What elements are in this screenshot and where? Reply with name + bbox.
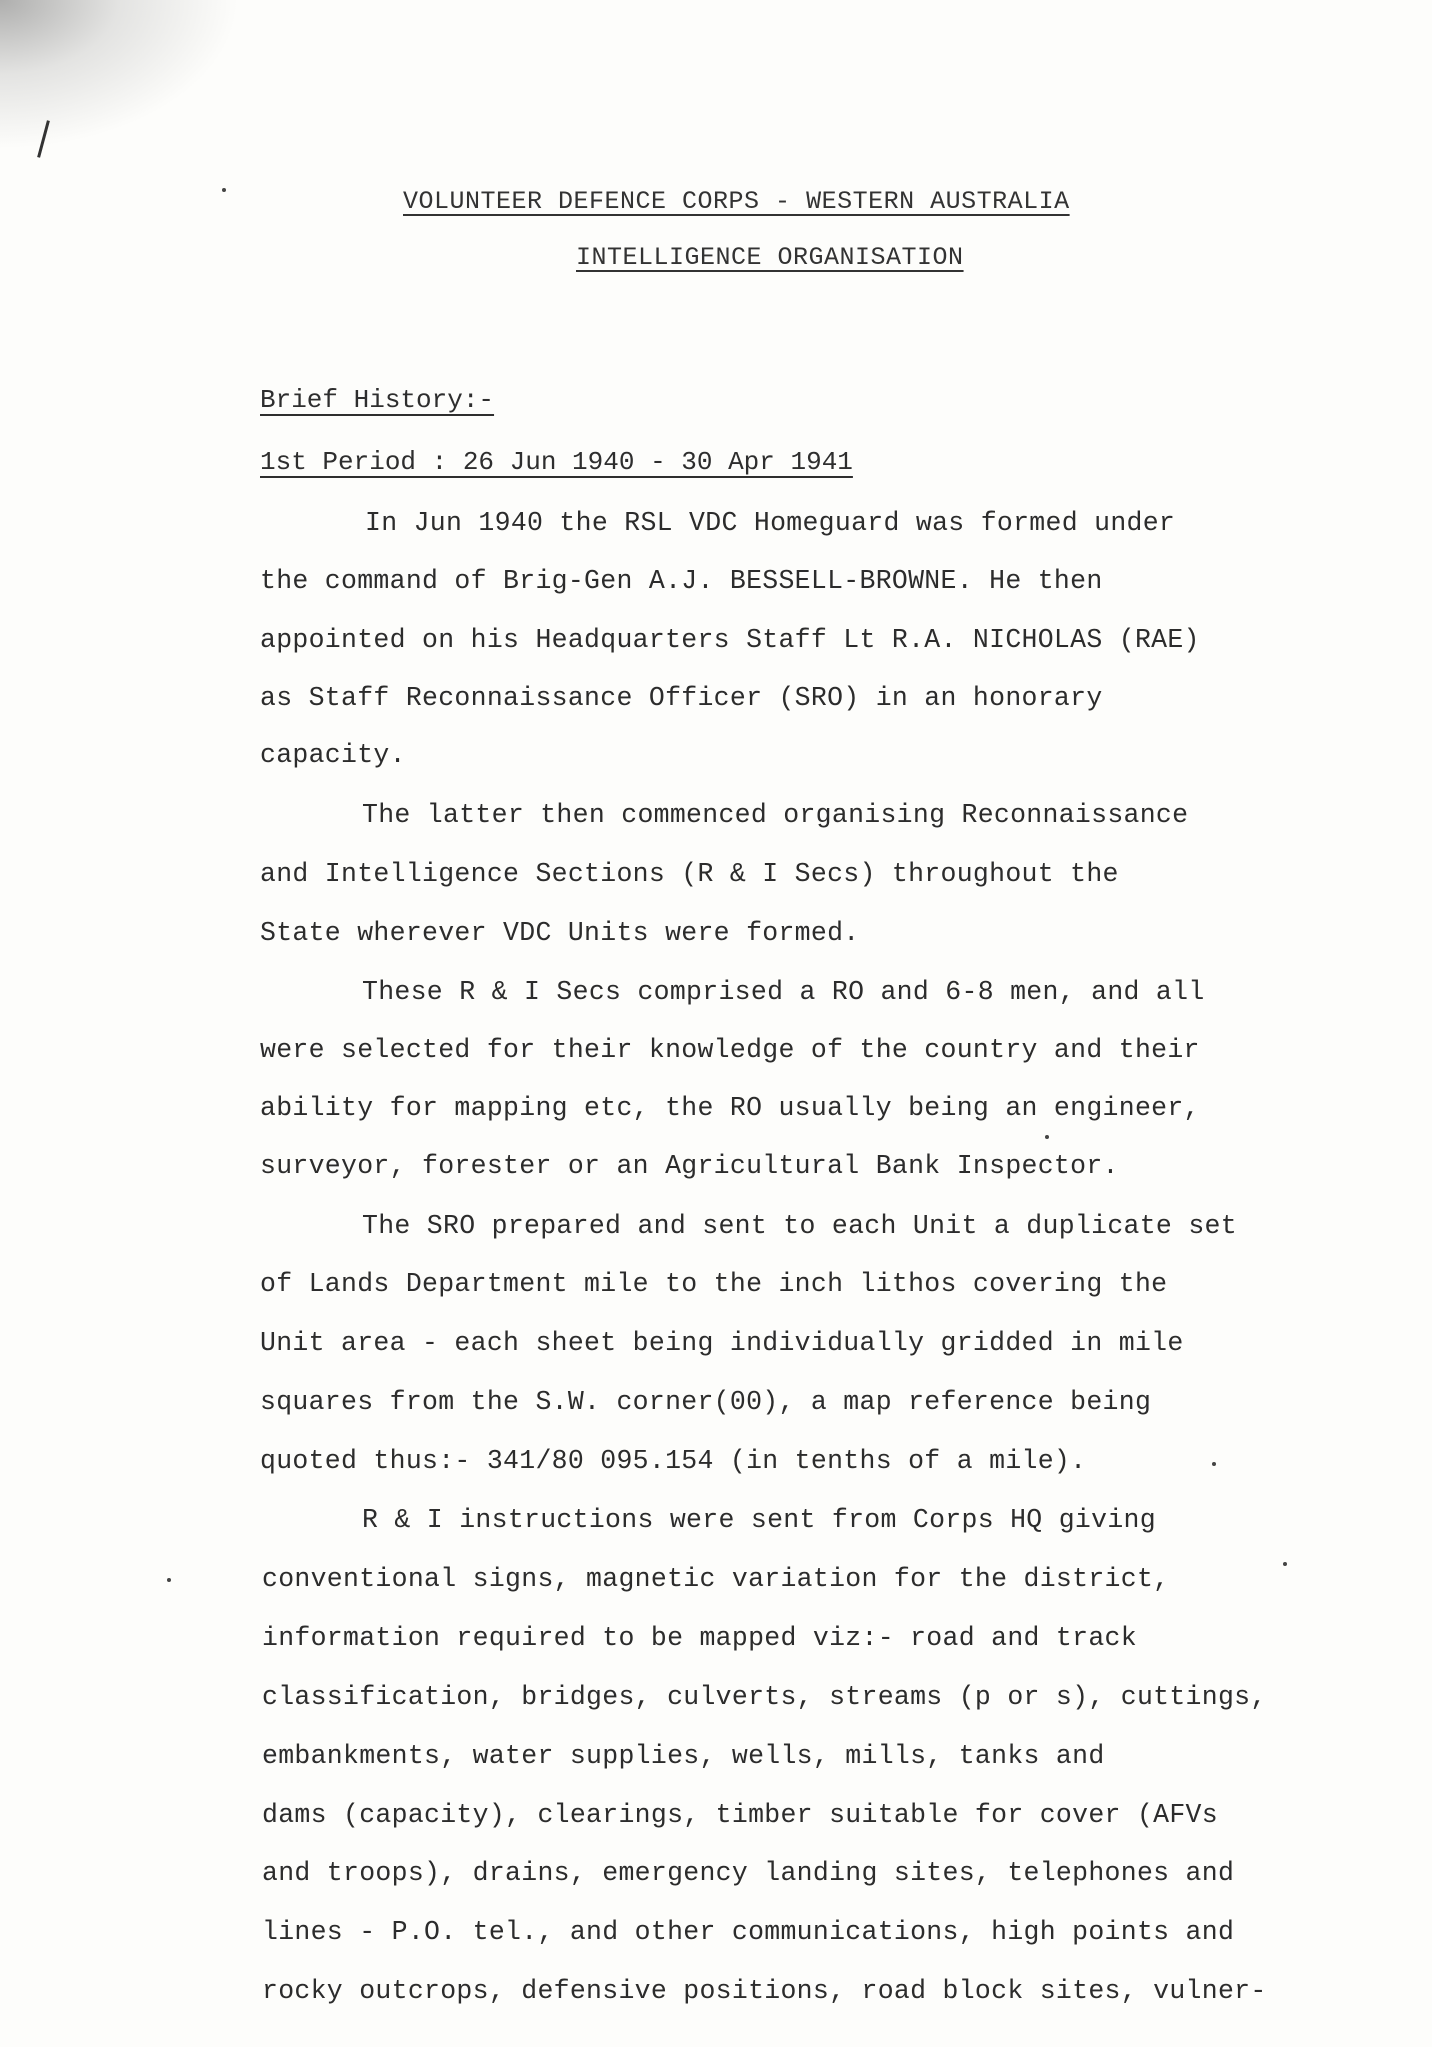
body-line: The latter then commenced organising Reconnaissance [362,800,1189,830]
body-line: of Lands Department mile to the inch lithos covering the [260,1269,1168,1299]
body-line: squares from the S.W. corner(00), a map reference being [260,1387,1152,1417]
body-line: classification, bridges, culverts, streams (p or s), cuttings, [262,1682,1267,1712]
period-heading: 1st Period : 26 Jun 1940 - 30 Apr 1941 [260,447,853,477]
body-line: conventional signs, magnetic variation for the district, [262,1564,1170,1594]
body-line: embankments, water supplies, wells, mills, tanks and [262,1741,1105,1771]
body-line: and Intelligence Sections (R & I Secs) throughout the [260,859,1119,889]
body-line: surveyor, forester or an Agricultural Bank Inspector. [260,1151,1119,1181]
body-line: lines - P.O. tel., and other communications, high points and [262,1917,1235,1947]
document-title: VOLUNTEER DEFENCE CORPS - WESTERN AUSTRALIA [403,187,1070,216]
body-line: rocky outcrops, defensive positions, road block sites, vulner- [262,1976,1267,2006]
body-line: the command of Brig-Gen A.J. BESSELL-BROWNE. He then [260,566,1103,596]
body-line: information required to be mapped viz:- road and track [262,1623,1137,1653]
body-line: appointed on his Headquarters Staff Lt R.A. NICHOLAS (RAE) [260,625,1200,655]
document-subtitle: INTELLIGENCE ORGANISATION [576,243,964,272]
body-line: as Staff Reconnaissance Officer (SRO) in an honorary [260,683,1103,713]
scan-speck [1283,1562,1287,1566]
scan-speck [167,1578,171,1582]
scan-speck [222,188,226,192]
scan-corner-smudge [0,0,240,150]
body-line: dams (capacity), clearings, timber suitable for cover (AFVs [262,1800,1218,1830]
scan-speck [1045,1135,1049,1139]
section-heading: Brief History:- [260,385,495,415]
body-line: R & I instructions were sent from Corps HQ giving [362,1505,1156,1535]
scan-speck [1212,1462,1216,1466]
body-line: capacity. [260,740,406,770]
body-line: and troops), drains, emergency landing sites, telephones and [262,1858,1235,1888]
body-line: quoted thus:- 341/80 095.154 (in tenths of a mile). [260,1446,1087,1476]
body-line: ability for mapping etc, the RO usually being an engineer, [260,1093,1200,1123]
body-line: In Jun 1940 the RSL VDC Homeguard was formed under [365,508,1176,538]
body-line: The SRO prepared and sent to each Unit a duplicate set [362,1211,1237,1241]
body-line: These R & I Secs comprised a RO and 6-8 men, and all [362,977,1205,1007]
body-line: were selected for their knowledge of the country and their [260,1035,1200,1065]
body-line: State wherever VDC Units were formed. [260,918,860,948]
body-line: Unit area - each sheet being individually gridded in mile [260,1328,1184,1358]
